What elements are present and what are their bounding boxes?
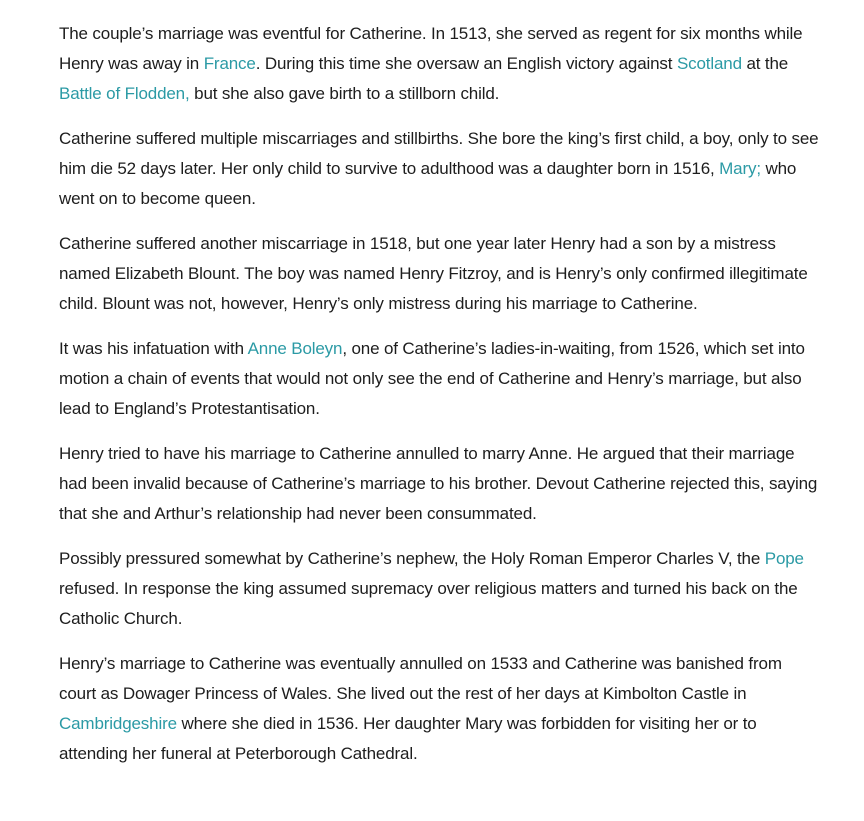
link-france[interactable]: France: [203, 54, 256, 73]
link-mary[interactable]: Mary;: [719, 159, 761, 178]
paragraph-5: [59, 439, 819, 529]
paragraph-text: Catherine suffered multiple miscarriages and stillbirths. She bore the king’s first child, a boy, only to see him die 52 days later. Her only child to survive to adulthood was a daughter born in 1516,: [59, 129, 819, 178]
paragraph-6: [59, 544, 819, 634]
paragraph-text: at the: [741, 54, 789, 73]
paragraph-text: . During this time she oversaw an English victory against: [255, 54, 677, 73]
link-pope[interactable]: Pope: [764, 549, 804, 568]
paragraph-text: but she also gave birth to a stillborn child.: [189, 84, 500, 103]
paragraph-4: [59, 334, 819, 424]
paragraph-text: who went on to become queen.: [59, 159, 797, 208]
paragraph-text: Catherine suffered another miscarriage in 1518, but one year later Henry had a son by a mistress named Elizabeth Blount. The boy was named Henry Fitzroy, and is Henry’s only confirmed illegitimate child. Blount was not, however, Henry’s only mistress during his marriage to Catherine.: [59, 234, 808, 313]
link-scotland[interactable]: Scotland: [676, 54, 742, 73]
link-battle-of-flodden[interactable]: Battle of Flodden,: [59, 84, 190, 103]
paragraph-text: Henry tried to have his marriage to Catherine annulled to marry Anne. He argued that their marriage had been invalid because of Catherine’s marriage to his brother. Devout Catherine rejected this, saying that she and Arthur’s relationship had never been consummated.: [59, 444, 818, 523]
link-anne-boleyn[interactable]: Anne Boleyn: [247, 339, 343, 358]
paragraph-3: [59, 229, 819, 319]
article-body: [59, 19, 819, 784]
paragraph-text: , one of Catherine’s ladies-in-waiting, from 1526, which set into motion a chain of events that would not only see the end of Catherine and Henry’s marriage, but also lead to England’s Protestantisation.: [59, 339, 805, 418]
paragraph-1: [59, 19, 819, 109]
paragraph-text: where she died in 1536. Her daughter Mary was forbidden for visiting her or to attending her funeral at Peterborough Cathedral.: [59, 714, 757, 763]
paragraph-text: It was his infatuation with: [59, 339, 248, 358]
paragraph-text: The couple’s marriage was eventful for Catherine. In 1513, she served as regent for six months while Henry was away in: [59, 24, 803, 73]
paragraph-7: [59, 649, 819, 769]
paragraph-text: Henry’s marriage to Catherine was eventually annulled on 1533 and Catherine was banished from court as Dowager Princess of Wales. She lived out the rest of her days at Kimbolton Castle in: [59, 654, 782, 703]
paragraph-text: Possibly pressured somewhat by Catherine’s nephew, the Holy Roman Emperor Charles V, the: [59, 549, 765, 568]
paragraph-2: [59, 124, 819, 214]
paragraph-text: refused. In response the king assumed supremacy over religious matters and turned his back on the Catholic Church.: [59, 579, 798, 628]
link-cambridgeshire[interactable]: Cambridgeshire: [59, 714, 177, 733]
